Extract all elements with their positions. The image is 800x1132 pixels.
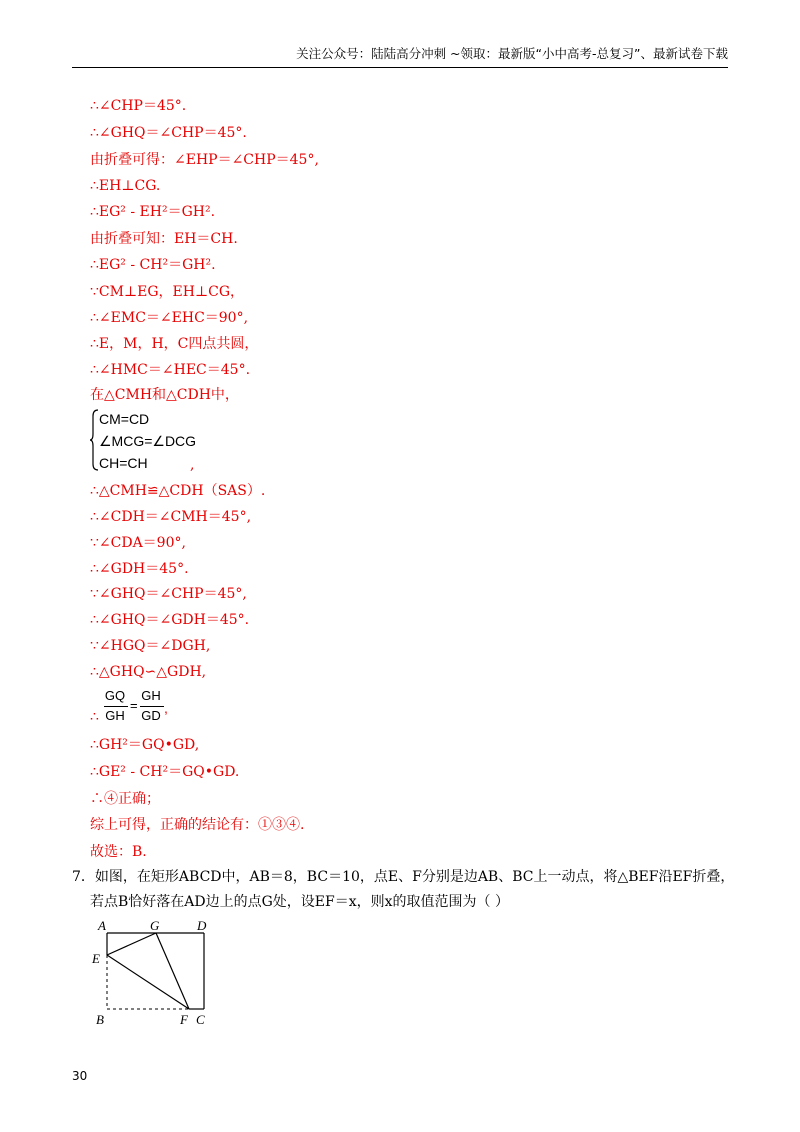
- page-number: 30: [72, 1069, 88, 1083]
- point-label: F: [180, 1012, 188, 1027]
- fraction-bar: [140, 706, 164, 707]
- solution-line: ∴EH⊥CG.: [90, 178, 161, 194]
- solution-line: ∴EG² - CH²＝GH².: [90, 257, 216, 273]
- point-label: G: [150, 918, 160, 933]
- solution-line: ∴GH²＝GQ•GD,: [90, 737, 200, 753]
- fraction-numerator: GQ: [104, 688, 126, 703]
- system-row: ∠MCG=∠DCG: [99, 433, 197, 449]
- solution-line: ∴∠GDH＝45°.: [90, 561, 189, 577]
- solution-line: ∵∠GHQ＝∠CHP＝45°,: [90, 586, 247, 602]
- fraction-prefix: ∴: [90, 709, 99, 725]
- solution-line: ∴EG² - EH²＝GH².: [90, 204, 216, 220]
- fraction-numerator: GH: [141, 688, 161, 703]
- solution-line: 故选：B.: [90, 844, 147, 860]
- solution-line: ∵∠HGQ＝∠DGH,: [90, 638, 211, 654]
- segment-eg: [107, 933, 156, 955]
- solution-line: 由折叠可知：EH＝CH.: [90, 231, 238, 247]
- question-text: 若点B恰好落在AD边上的点G处，设EF＝x，则x的取值范围为（ ）: [90, 894, 509, 910]
- question-text: 7．如图，在矩形ABCD中，AB＝8，BC＝10，点E、F分别是边AB、BC上一动点，将△BEF沿EF折叠，: [72, 869, 735, 885]
- solution-line: ∴GE² - CH²＝GQ•GD.: [90, 764, 240, 780]
- page-header: 关注公众号：陆陆高分冲刺 ~领取：最新版“小中高考-总复习”、最新试卷下载: [72, 44, 728, 68]
- solution-line: ∴∠CHP＝45°.: [90, 98, 187, 114]
- solution-line: ∴∠CDH＝∠CMH＝45°,: [90, 509, 252, 525]
- solution-line: ∴∠GHQ＝∠CHP＝45°.: [90, 125, 247, 141]
- solution-line: ∴∠HMC＝∠HEC＝45°.: [90, 362, 251, 378]
- solution-line: ∴∠GHQ＝∠GDH＝45°.: [90, 612, 250, 628]
- fraction-denominator: GD: [141, 708, 161, 723]
- solution-line: 在△CMH和△CDH中，: [90, 387, 239, 403]
- solution-line: ∵CM⊥EG，EH⊥CG，: [90, 284, 245, 300]
- point-label: A: [98, 918, 106, 933]
- solution-line: ∴④正确；: [90, 791, 160, 807]
- solution-line: ∴△CMH≌△CDH（SAS）.: [90, 483, 266, 499]
- fraction-equals: =: [130, 698, 138, 713]
- solution-line: 由折叠可得：∠EHP＝∠CHP＝45°,: [90, 152, 319, 168]
- point-label: E: [92, 951, 100, 966]
- solution-line: ∴△GHQ∽△GDH,: [90, 664, 207, 680]
- solution-line: ∵∠CDA＝90°,: [90, 535, 186, 551]
- solution-line: ∴E，M，H，C四点共圆，: [90, 336, 259, 352]
- solution-line: 综上可得，正确的结论有：①③④.: [90, 817, 305, 833]
- system-row: CM=CD: [99, 411, 150, 427]
- system-row: CH=CH: [99, 455, 148, 471]
- fraction-suffix: ,: [164, 700, 168, 716]
- point-label: D: [197, 918, 207, 933]
- fraction-denominator: GH: [105, 708, 125, 723]
- system-comma: ,: [190, 457, 195, 473]
- point-label: C: [196, 1012, 205, 1027]
- solution-line: ∴∠EMC＝∠EHC＝90°,: [90, 310, 249, 326]
- rectangle-figure: [86, 916, 216, 1028]
- point-label: B: [96, 1012, 104, 1027]
- fraction-bar: [104, 706, 128, 707]
